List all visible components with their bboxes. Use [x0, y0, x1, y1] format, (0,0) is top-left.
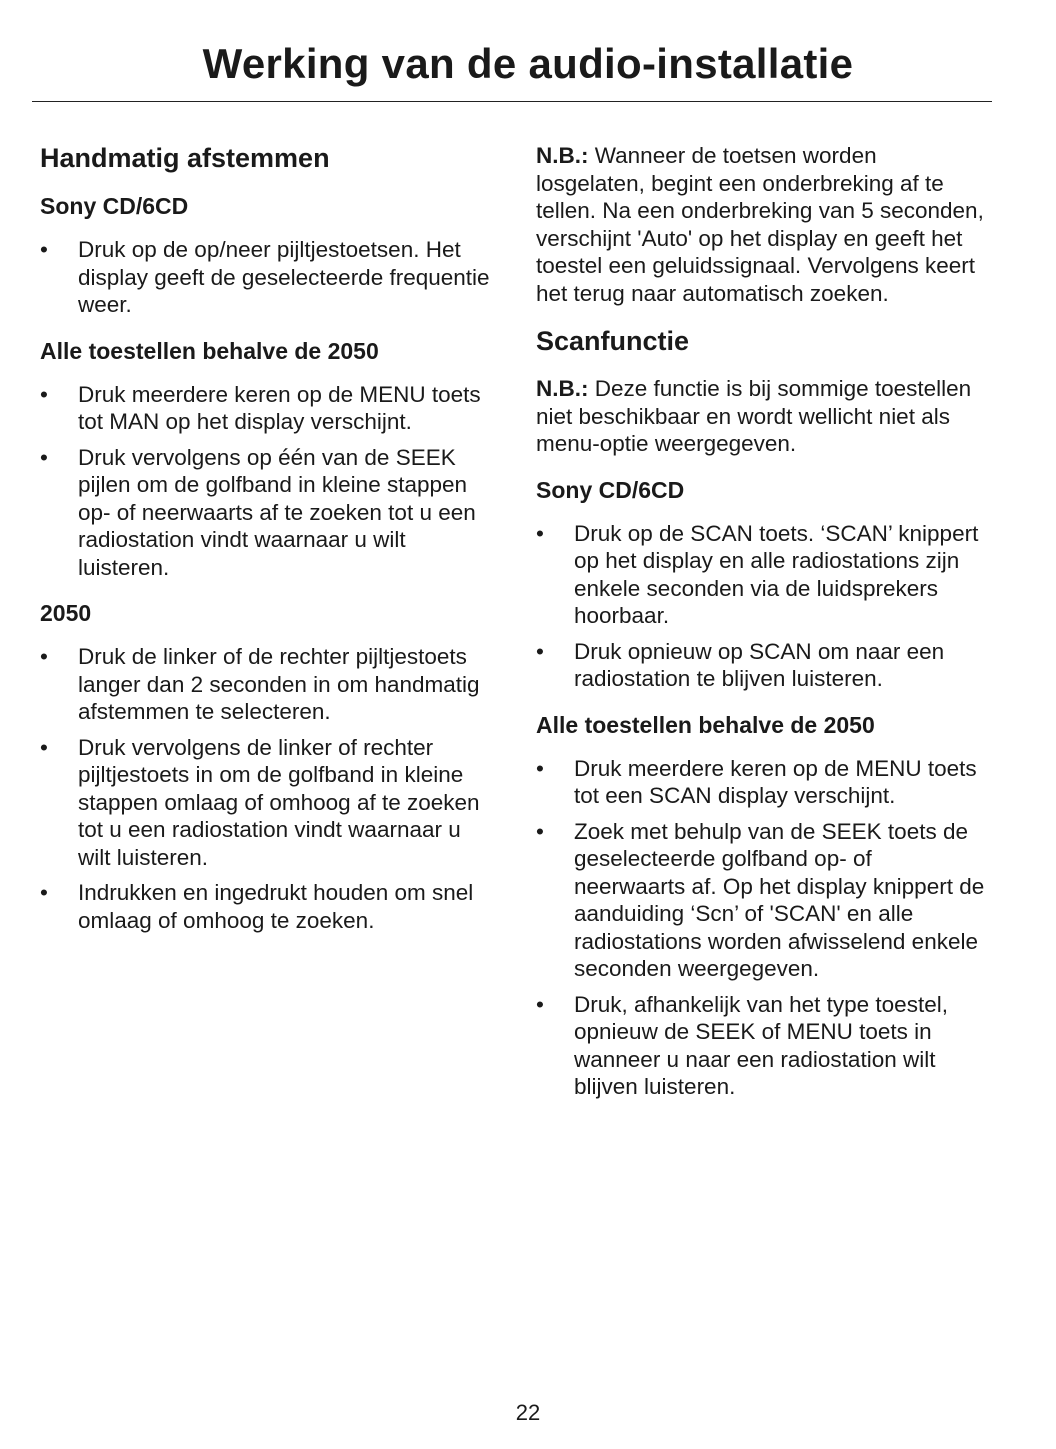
list-item: • Druk vervolgens de linker of rechter pijltjestoets in om de golfband in kleine stappen omlaag of omhoog af te zoeken tot u een radiostation vindt waarnaar u wilt luisteren. [40, 734, 495, 872]
note-label: N.B.: [536, 376, 589, 401]
subheading-sony: Sony CD/6CD [536, 476, 685, 503]
left-column [40, 142, 495, 952]
section-heading-scan: Scanfunctie [536, 326, 690, 356]
subheading-2050: 2050 [40, 600, 92, 626]
list-item: • Druk vervolgens op één van de SEEK pijlen om de golfband in kleine stappen op- of neerwaarts af te zoeken tot u een radiostation vindt waarnaar u wilt luisteren. [40, 444, 495, 582]
list-item: • Druk op de SCAN toets. ‘SCAN’ knippert op het display en alle radiostations zijn enkele seconden via de luidsprekers hoorbaar. [536, 520, 988, 630]
note-paragraph [536, 375, 988, 458]
page-number: 22 [515, 1400, 541, 1425]
list-item: • Druk op de op/neer pijltjestoetsen. Het display geeft de geselecteerde frequentie weer. [40, 236, 495, 319]
note-text: Deze functie is bij sommige toestellen niet beschikbaar en wordt wellicht niet als menu-optie weergegeven. [536, 376, 972, 456]
section-heading-manual-tuning: Handmatig afstemmen [40, 143, 330, 173]
list-item: • Druk meerdere keren op de MENU toets tot een SCAN display verschijnt. [536, 755, 988, 810]
bullet-list-2050 [40, 643, 495, 934]
list-item: • Druk meerdere keren op de MENU toets tot MAN op het display verschijnt. [40, 381, 495, 436]
note-label: N.B.: [536, 143, 589, 168]
bullet-list-all-except-2050-scan [536, 755, 988, 1101]
list-item: • Druk de linker of de rechter pijltjestoets langer dan 2 seconden in om handmatig afstemmen te selecteren. [40, 643, 495, 726]
subheading-sony: Sony CD/6CD [40, 193, 189, 219]
list-item: • Druk opnieuw op SCAN om naar een radiostation te blijven luisteren. [536, 638, 988, 693]
subheading-all-except-2050: Alle toestellen behalve de 2050 [40, 337, 379, 364]
bullet-list-all-except-2050 [40, 381, 495, 582]
subheading-all-except-2050: Alle toestellen behalve de 2050 [536, 711, 875, 738]
bullet-list-sony-scan [536, 520, 988, 693]
note-paragraph [536, 142, 988, 307]
bullet-list-sony [40, 236, 495, 319]
right-column [536, 142, 988, 1119]
page-title: Werking van de audio-installatie [202, 40, 854, 87]
list-item: • Indrukken en ingedrukt houden om snel omlaag of omhoog te zoeken. [40, 879, 495, 934]
note-text: Wanneer de toetsen worden losgelaten, begint een onderbreking af te tellen. Na een onderbreking van 5 seconden, verschijnt 'Auto' op het display en geeft het toestel een geluidssignaal. Vervolgens keert het terug naar automatisch zoeken. [536, 143, 984, 306]
list-item: • Druk, afhankelijk van het type toestel, opnieuw de SEEK of MENU toets in wanneer u naar een radiostation wilt blijven luisteren. [536, 991, 988, 1101]
list-item: • Zoek met behulp van de SEEK toets de geselecteerde golfband op- of neerwaarts af. Op het display knippert de aanduiding ‘Scn’ of 'SCAN' en alle radiostations worden afwisselend enkele seconden weergegeven. [536, 818, 988, 983]
title-divider [32, 101, 992, 102]
